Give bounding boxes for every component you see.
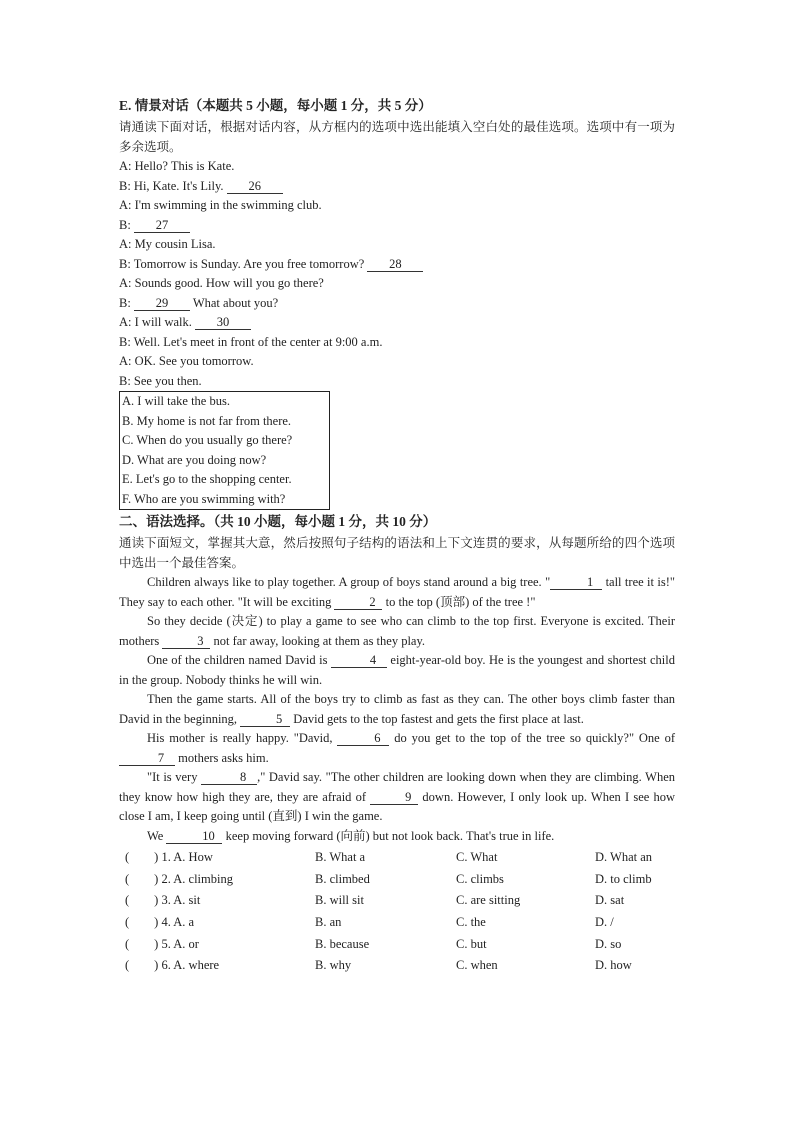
choice-row-1	[119, 847, 675, 869]
blank-10[interactable]: 10	[166, 829, 222, 844]
passage-text: do you get to the top of the tree so quickly?" One of	[389, 731, 676, 745]
dialogue-text: B:	[119, 217, 134, 232]
dialogue	[119, 157, 675, 391]
question-2-option-b[interactable]: B. climbed	[315, 871, 370, 886]
question-4-option-a[interactable]: ( ) 4. A. a	[125, 915, 195, 930]
passage-text: We	[147, 828, 167, 843]
question-1-option-b[interactable]: B. What a	[315, 850, 366, 864]
choice-row-4	[119, 912, 675, 934]
question-2-option-d[interactable]: D. to climb	[595, 871, 652, 886]
passage-text: keep moving forward (向前) but not look back. That's true in life.	[222, 828, 555, 843]
dialogue-line	[119, 157, 675, 177]
question-2-option-c[interactable]: C. climbs	[456, 871, 504, 886]
question-3-option-a[interactable]: ( ) 3. A. sit	[125, 893, 201, 908]
passage-text: One of the children named David is	[147, 653, 331, 667]
passage-text: Then the game starts. All of the boys try to climb as fast as they can. The other boys climb faster than David in the beginning,	[119, 692, 675, 726]
dialogue-text: A: I will walk.	[119, 315, 196, 329]
question-1-option-d[interactable]: D. What an	[595, 850, 653, 864]
blank-27[interactable]: 27	[134, 218, 190, 233]
dialogue-text-after: What about you?	[189, 295, 279, 310]
options-box	[119, 391, 330, 510]
option-b: B. My home is not far from there.	[122, 413, 292, 428]
worksheet-page	[119, 96, 675, 977]
dialogue-line	[119, 313, 675, 333]
passage-text: David gets to the top fastest and gets the first place at last.	[290, 711, 584, 726]
passage-text: mothers asks him.	[175, 750, 269, 765]
answer-choices	[119, 847, 675, 977]
dialogue-text: A: OK. See you tomorrow.	[119, 354, 254, 368]
choice-row-6	[119, 955, 675, 977]
blank-5[interactable]: 5	[240, 712, 290, 727]
passage-paragraph-6	[119, 768, 675, 827]
section-2-heading: 二、语法选择。（共 10 小题，每小题 1 分，共 10 分）	[119, 514, 437, 529]
dialogue-line	[119, 294, 675, 314]
blank-4[interactable]: 4	[331, 653, 387, 668]
dialogue-text: A: I'm swimming in the swimming club.	[119, 198, 322, 212]
dialogue-line	[119, 333, 675, 353]
passage-paragraph-4	[119, 690, 675, 729]
option-f: F. Who are you swimming with?	[122, 491, 286, 506]
passage-text: Children always like to play together. A group of boys stand around a big tree. "	[147, 575, 551, 589]
question-6-option-c[interactable]: C. when	[456, 958, 498, 973]
question-4-option-d[interactable]: D. /	[595, 915, 614, 930]
choice-row-2	[119, 869, 675, 891]
dialogue-line	[119, 196, 675, 216]
passage-paragraph-7	[119, 827, 675, 847]
passage-text: down. However, I only look up. When I see how close I am, I keep going until (直到) I win the game.	[119, 789, 676, 823]
blank-2[interactable]: 2	[334, 595, 382, 610]
option-e: E. Let's go to the shopping center.	[122, 472, 292, 486]
dialogue-text: B: Hi, Kate. It's Lily.	[119, 178, 227, 193]
question-3-option-b[interactable]: B. will sit	[315, 893, 364, 908]
passage-text: So they decide (决定) to play a game to see who can climb to the top first. Everyone is excited. Their mothers	[119, 614, 675, 648]
question-6-option-a[interactable]: ( ) 6. A. where	[125, 958, 220, 973]
passage-paragraph-5	[119, 729, 675, 768]
choice-row-5	[119, 934, 675, 956]
dialogue-line	[119, 255, 675, 275]
question-4-option-b[interactable]: B. an	[315, 915, 342, 930]
passage-text: ," David say. "The other children are looking down when they are climbing. When they know how high they are, they are afraid of	[119, 770, 675, 804]
question-3-option-d[interactable]: D. sat	[595, 893, 625, 908]
question-3-option-c[interactable]: C. are sitting	[456, 893, 521, 908]
section-e-heading: E. 情景对话（本题共 5 小题，每小题 1 分，共 5 分）	[119, 98, 432, 113]
question-2-option-a[interactable]: ( ) 2. A. climbing	[125, 871, 233, 886]
blank-1[interactable]: 1	[550, 575, 602, 590]
option-d: D. What are you doing now?	[122, 452, 267, 467]
question-1-option-c[interactable]: C. What	[456, 850, 498, 864]
dialogue-line	[119, 177, 675, 197]
dialogue-line	[119, 274, 675, 294]
blank-29[interactable]: 29	[134, 296, 190, 311]
question-5-option-d[interactable]: D. so	[595, 936, 622, 951]
dialogue-text: B:	[119, 295, 134, 310]
section-2-instructions: 通读下面短文，掌握其大意，然后按照句子结构的语法和上下文连贯的要求，从每题所给的四个选项中选出一个最佳答案。	[119, 536, 675, 570]
blank-26[interactable]: 26	[227, 179, 283, 194]
passage-paragraph-3	[119, 651, 675, 690]
option-c: C. When do you usually go there?	[122, 433, 293, 447]
dialogue-text: A: Sounds good. How will you go there?	[119, 276, 324, 290]
question-6-option-b[interactable]: B. why	[315, 958, 352, 973]
dialogue-line	[119, 235, 675, 255]
question-5-option-c[interactable]: C. but	[456, 936, 487, 951]
choice-row-3	[119, 890, 675, 912]
blank-28[interactable]: 28	[367, 257, 423, 272]
blank-30[interactable]: 30	[195, 315, 251, 330]
passage-text: not far away, looking at them as they play.	[210, 633, 426, 648]
passage-paragraph-1	[119, 573, 675, 612]
question-6-option-d[interactable]: D. how	[595, 958, 632, 973]
question-5-option-b[interactable]: B. because	[315, 936, 370, 951]
question-4-option-c[interactable]: C. the	[456, 915, 486, 930]
option-a: A. I will take the bus.	[122, 394, 230, 408]
passage-text: tall tree it is!" They say to each other. "It will be exciting	[119, 575, 675, 609]
blank-6[interactable]: 6	[337, 731, 389, 746]
blank-9[interactable]: 9	[370, 790, 418, 805]
question-5-option-a[interactable]: ( ) 5. A. or	[125, 936, 199, 951]
passage-text: eight-year-old boy. He is the youngest and shortest child in the group. Nobody thinks he will win.	[119, 653, 675, 687]
dialogue-line	[119, 372, 675, 392]
dialogue-text: B: Well. Let's meet in front of the center at 9:00 a.m.	[119, 334, 383, 349]
question-1-option-a[interactable]: ( ) 1. A. How	[125, 850, 213, 864]
passage-text: "It is very	[147, 770, 202, 784]
passage-text: to the top (顶部) of the tree !"	[382, 594, 536, 609]
blank-8[interactable]: 8	[201, 770, 257, 785]
dialogue-line	[119, 216, 675, 236]
section-e-instructions: 请通读下面对话，根据对话内容，从方框内的选项中选出能填入空白处的最佳选项。选项中有一项为多余选项。	[119, 120, 675, 154]
dialogue-text: B: See you then.	[119, 373, 202, 388]
dialogue-text: B: Tomorrow is Sunday. Are you free tomorrow?	[119, 256, 368, 271]
blank-3[interactable]: 3	[162, 634, 210, 649]
dialogue-text: A: My cousin Lisa.	[119, 237, 216, 251]
dialogue-line	[119, 352, 675, 372]
passage-text: His mother is really happy. "David,	[147, 731, 338, 745]
blank-7[interactable]: 7	[119, 751, 175, 766]
dialogue-text: A: Hello? This is Kate.	[119, 159, 235, 173]
passage-paragraph-2	[119, 612, 675, 651]
